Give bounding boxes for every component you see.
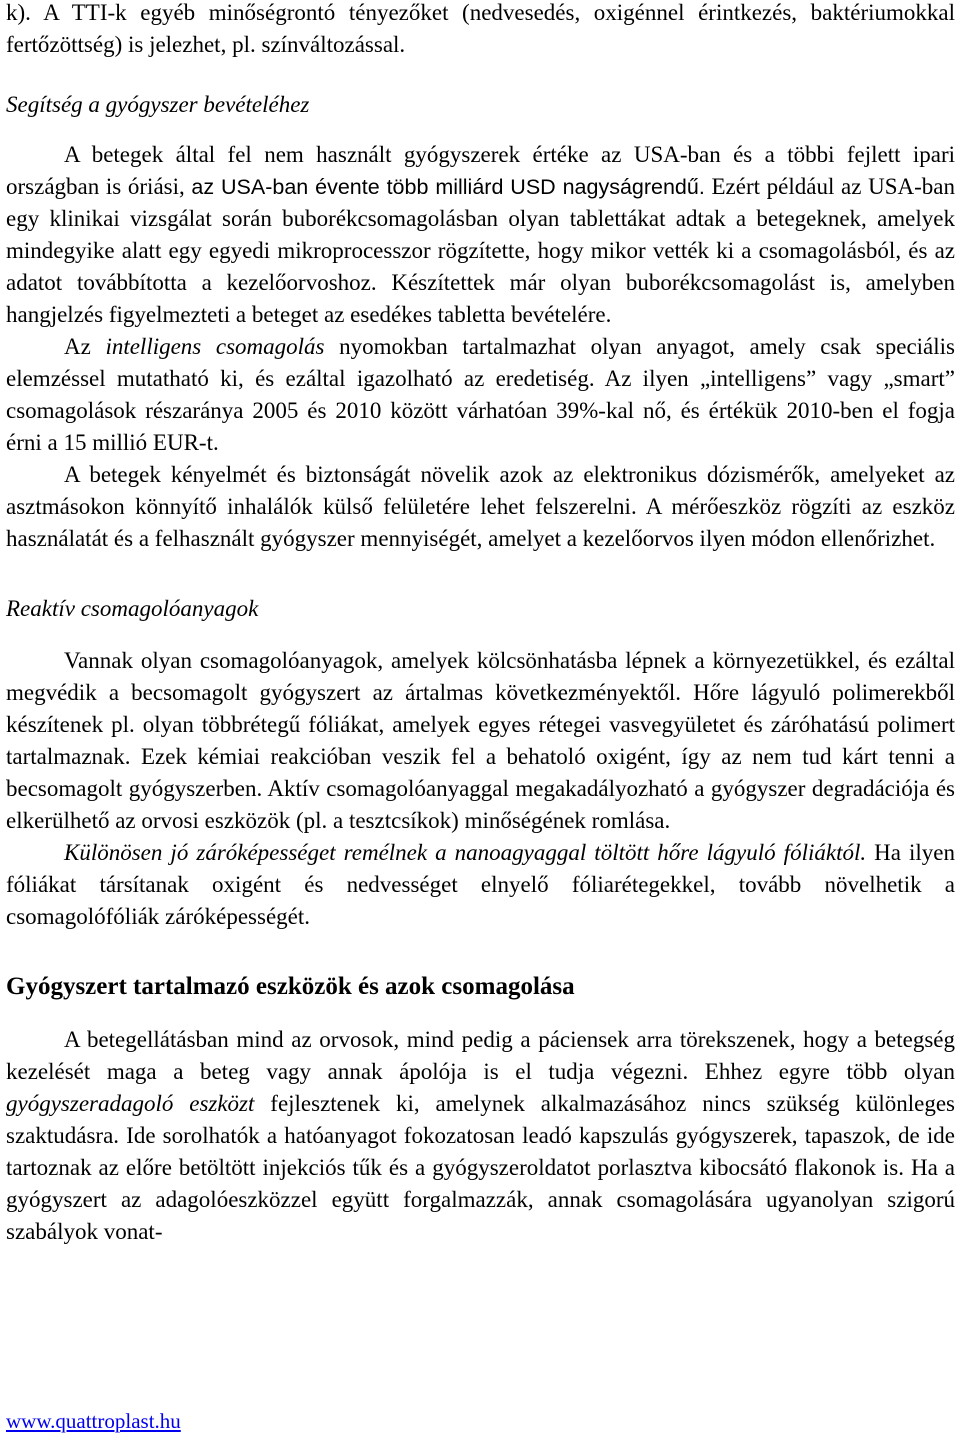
paragraph-text: Ezért például az USA-ban egy klinikai vizsgálat során buborékcsomagolásban olyan tablettákat adtak a betegeknek, amelyek mindegyike alatt egy egyedi mikroprocesszor rögzítette, hogy mikor vették ki a csomagolásból, és az adatot továbbította a kezelőorvoshoz. Készítettek már olyan buborékcsomagolást is, amelyben hangjelzés figyelmezteti a beteget az esedékes tabletta bevételére. <box>6 174 955 327</box>
footer-website-link[interactable]: www.quattroplast.hu <box>6 1409 181 1433</box>
section-title-devices: Gyógyszert tartalmazó eszközök és azok csomagolása <box>6 973 575 1000</box>
emphasis-text: Különösen jó záróképességet remélnek a nanoagyaggal töltött hőre lágyuló fóliáktól. <box>64 840 867 865</box>
paragraph-unused-drugs <box>6 139 955 331</box>
section-title-reactive: Reaktív csomagolóanyagok <box>6 596 259 621</box>
paragraph-intelligent-packaging <box>6 331 955 459</box>
paragraph-text: nyomokban tartalmazhat olyan anyagot, amely csak speciális elemzéssel mutatható ki, és ezáltal igazolható az eredetiség. Az ilyen „intelligens” vagy „smart” csomagolások részaránya 2005 és 2010 között várhatóan 39%-kal nő, és értékük 2010-ben el fogja érni a 15 millió EUR-t. <box>6 334 955 455</box>
paragraph-text: Az <box>64 334 106 359</box>
paragraph-text: Ha ilyen fóliákat társítanak oxigént és nedvességet elnyelő fóliarétegekkel, tovább növelhetik a csomagolófóliák záróképességét. <box>6 840 956 929</box>
paragraph-drug-devices <box>6 1024 955 1248</box>
emphasis-text: intelligens csomagolás <box>105 334 325 359</box>
paragraph-reactive-materials: Vannak olyan csomagolóanyagok, amelyek kölcsönhatásba lépnek a környezetükkel, és ezáltal megvédik a becsomagolt gyógyszert az ártalmas következményektől. Hőre lágyuló polimerekből készítenek pl. olyan többrétegű fóliákat, amelyek egyes rétegei vasvegyületet és záróhatású polimert tartalmaznak. Ezek kémiai reakcióban veszik fel a behatoló oxigént, így az nem tud kárt tenni a becsomagolt gyógyszerben. Aktív csomagolóanyaggal megakadályozható a gyógyszer degradációja és elkerülhető az orvosi eszközök (pl. a tesztcsíkok) minőségének romlása. <box>6 648 955 833</box>
paragraph-text: A betegellátásban mind az orvosok, mind pedig a páciensek arra törekszenek, hogy a betegség kezelését maga a beteg vagy annak ápolója is el tudja végezni. Ehhez egyre több olyan <box>6 1027 955 1084</box>
paragraph-text: A betegek által fel nem használt gyógyszerek értéke az USA-ban és a többi fejlett ipari országban is óriási, <box>6 142 955 199</box>
paragraph-tti-k: k). A TTI-k egyéb minőségrontó tényezőket (nedvesedés, oxigénnel érintkezés, baktériumokkal fertőzöttség) is jelezhet, pl. színváltozással. <box>6 0 955 57</box>
paragraph-dose-meters: A betegek kényelmét és biztonságát növelik azok az elektronikus dózismérők, amelyeket az asztmásokon könnyítő inhalálók külső felületére lehet felszerelni. A mérőeszköz rögzíti az eszköz használatát és a felhasznált gyógyszer mennyiségét, amelyet a kezelőorvos ilyen módon ellenőrizhet. <box>6 462 955 551</box>
paragraph-nanoclay <box>6 837 955 933</box>
paragraph-text: fejlesztenek ki, amelynek alkalmazásához nincs szükség különleges szaktudásra. Ide sorolhatók a hatóanyagot fokozatosan leadó kapszulás gyógyszerek, tapaszok, de ide tartoznak az előre betöltött injekciós tűk és a gyógyszeroldatot porlasztva kibocsátó flakonok is. Ha a gyógyszert az adagolóeszközzel együtt forgalmazzák, annak csomagolására ugyanolyan szigorú szabályok vonat- <box>6 1091 955 1244</box>
emphasis-text: gyógyszeradagoló eszközt <box>6 1091 255 1116</box>
section-title-help: Segítség a gyógyszer bevételéhez <box>6 92 310 117</box>
paragraph-sans-text: az USA-ban évente több milliárd USD nagyságrendű. <box>191 175 705 199</box>
